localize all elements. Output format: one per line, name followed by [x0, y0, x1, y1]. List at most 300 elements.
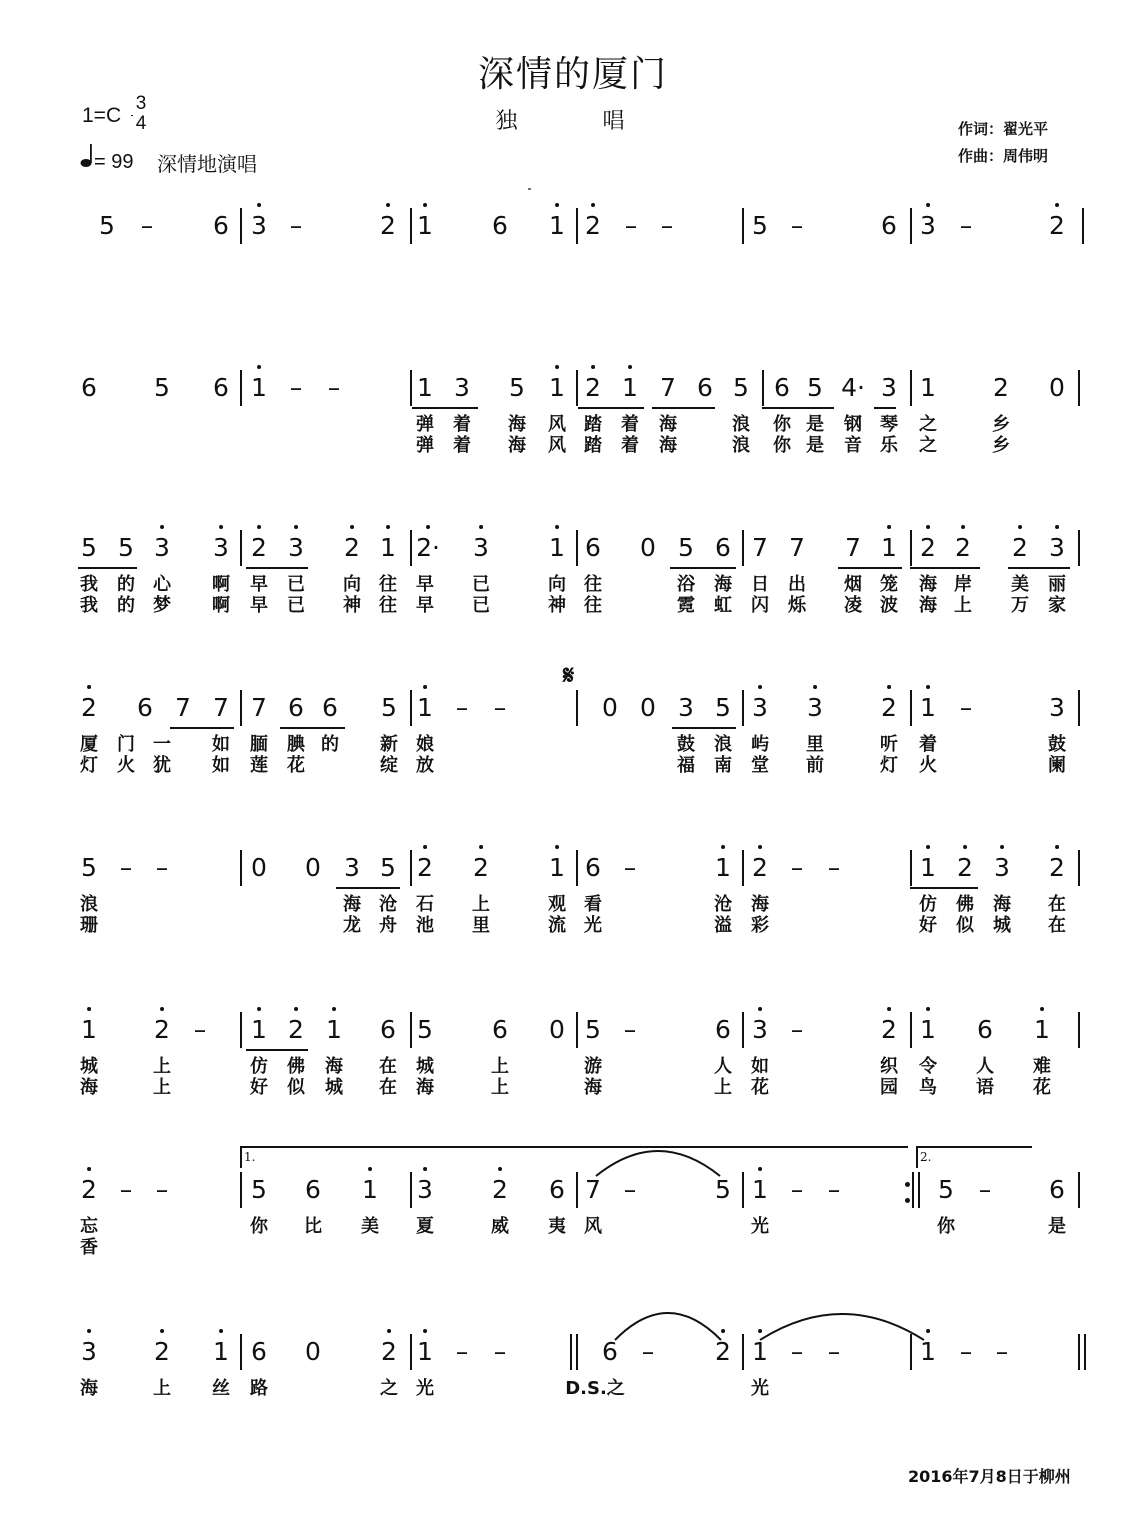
jianpu-note: 5 [417, 1015, 433, 1044]
lyric-verse-1: 你 [250, 1216, 268, 1237]
jianpu-note: 1 [920, 690, 936, 726]
lyric-verse-1: 浴 [677, 574, 695, 595]
lyric-verse-1: 厦 [80, 734, 98, 755]
jianpu-note: 5 [733, 373, 749, 402]
lyric-verse-1: 城 [416, 1056, 434, 1077]
lyric-verse-1: 沧 [714, 894, 732, 915]
jianpu-note: 3 [994, 850, 1010, 886]
lyric-verse-1: 的 [117, 574, 135, 595]
lyric-verse-1: 屿 [751, 734, 769, 755]
lyric-verse-2: 早 [416, 595, 434, 616]
lyric-verse-2: 浪 [732, 435, 750, 456]
jianpu-note: 2 [993, 373, 1009, 402]
lyric-verse-1: 夷 [548, 1216, 566, 1237]
lyric-verse-2: 福 [677, 755, 695, 776]
extension-dash: – [790, 211, 804, 240]
jianpu-note: 1 [251, 370, 267, 406]
extension-dash: – [827, 1175, 841, 1204]
lyric-verse-1: 游 [584, 1056, 602, 1077]
lyric-verse-2: 绽 [380, 755, 398, 776]
jianpu-note: 6 [549, 1175, 565, 1204]
lyric-verse-1: 浪 [714, 734, 732, 755]
jianpu-note: 1 [920, 1012, 936, 1048]
jianpu-note: 5 [715, 693, 731, 722]
jianpu-note: 6 [585, 533, 601, 562]
jianpu-note: 6 [492, 1015, 508, 1044]
jianpu-note: 2 [957, 850, 973, 886]
jianpu-note: 1 [251, 1012, 267, 1048]
jianpu-note: 1 [417, 373, 433, 402]
jianpu-note: 5 [81, 533, 97, 562]
jianpu-note: 6 [213, 373, 229, 402]
jianpu-note: 6 [81, 373, 97, 402]
lyric-verse-2: 似 [956, 915, 974, 936]
jianpu-note: 5 [807, 373, 823, 402]
volta-1-label: 1. [244, 1150, 256, 1164]
time-signature-top: 3 [135, 93, 147, 114]
jianpu-note: 1 [362, 1172, 378, 1208]
extension-dash: – [790, 1175, 804, 1204]
jianpu-note: 1 [752, 1172, 768, 1208]
lyric-verse-1: 威 [491, 1216, 509, 1237]
lyric-verse-2: 凌 [844, 595, 862, 616]
jianpu-note: 5 [715, 1175, 731, 1204]
jianpu-note: 6 [492, 211, 508, 240]
lyric-verse-1: 鼓 [1048, 734, 1066, 755]
lyric-verse-1: 佛 [287, 1056, 305, 1077]
jianpu-note: 3 [881, 373, 897, 402]
lyric-verse-1: 出 [788, 574, 806, 595]
jianpu-note: 5 [118, 533, 134, 562]
lyric-verse-1: 令 [919, 1056, 937, 1077]
lyric-verse-2: 上 [714, 1077, 732, 1098]
jianpu-note: 6 [697, 373, 713, 402]
jianpu-note: 7 [175, 693, 191, 722]
lyric-verse-1: 城 [80, 1056, 98, 1077]
lyric-verse-1: 美 [361, 1216, 379, 1237]
lyric-verse-1: 光 [751, 1216, 769, 1237]
lyric-verse-2: 已 [287, 595, 305, 616]
lyric-verse-1: 岸 [954, 574, 972, 595]
jianpu-note: 1 [920, 1334, 936, 1370]
extension-dash: – [790, 853, 804, 882]
jianpu-note: 2 [955, 530, 971, 566]
jianpu-note: 1 [715, 850, 731, 886]
lyric-verse-2: 风 [548, 435, 566, 456]
lyric-verse-1: 织 [880, 1056, 898, 1077]
lyric-verse-2: 神 [548, 595, 566, 616]
jianpu-note: 5 [585, 1015, 601, 1044]
extension-dash: – [493, 693, 507, 722]
lyric-verse-1: 上 [153, 1056, 171, 1077]
jianpu-note: 1 [549, 530, 565, 566]
lyric-verse-2: 万 [1011, 595, 1029, 616]
jianpu-note: 7 [213, 693, 229, 722]
extension-dash: – [995, 1337, 1009, 1366]
lyric-verse-1: 听 [880, 734, 898, 755]
lyric-verse-1: 之 [380, 1378, 398, 1399]
lyric-verse-2: 海 [659, 435, 677, 456]
tie-6-2 [615, 1313, 721, 1340]
jianpu-note: 1 [920, 850, 936, 886]
extension-dash: – [959, 693, 973, 722]
jianpu-note: 1 [752, 1334, 768, 1370]
jianpu-note: 7 [585, 1175, 601, 1204]
jianpu-note: 2 [752, 850, 768, 886]
lyric-verse-2: 里 [472, 915, 490, 936]
lyric-verse-1: 往 [379, 574, 397, 595]
lyric-verse-1: D.S.之 [565, 1378, 625, 1399]
lyric-verse-1: 沧 [379, 894, 397, 915]
lyric-verse-2: 着 [453, 435, 471, 456]
lyric-verse-2: 虹 [714, 595, 732, 616]
extension-dash: – [790, 1015, 804, 1044]
lyricist-credit: 作词：翟光平 [958, 120, 1049, 138]
lyric-verse-1: 已 [287, 574, 305, 595]
jianpu-note: 3 [1049, 693, 1065, 722]
lyric-verse-2: 乐 [880, 435, 898, 456]
lyric-verse-2: 阑 [1048, 755, 1066, 776]
extension-dash: – [193, 1015, 207, 1044]
jianpu-note: 6 [305, 1175, 321, 1204]
jianpu-note: 6 [137, 693, 153, 722]
extension-dash: – [119, 1175, 133, 1204]
lyric-verse-1: 仿 [250, 1056, 268, 1077]
lyric-verse-2: 南 [714, 755, 732, 776]
jianpu-note: 1 [549, 850, 565, 886]
extension-dash: – [624, 211, 638, 240]
jianpu-note: 2 [920, 530, 936, 566]
lyric-verse-1: 海 [659, 414, 677, 435]
lyric-verse-1: 心 [153, 574, 171, 595]
lyric-verse-2: 堂 [751, 755, 769, 776]
lyric-verse-1: 里 [806, 734, 824, 755]
extension-dash: – [827, 853, 841, 882]
lyric-verse-1: 往 [584, 574, 602, 595]
lyric-verse-2: 鸟 [919, 1077, 937, 1098]
jianpu-note: 2 [344, 530, 360, 566]
jianpu-note: 7 [660, 373, 676, 402]
lyric-verse-2: 城 [325, 1077, 343, 1098]
tempo-value: = 99 [94, 151, 134, 173]
jianpu-note: 1 [213, 1334, 229, 1370]
jianpu-note: 2 [492, 1172, 508, 1208]
jianpu-note: 2 [154, 1012, 170, 1048]
lyric-verse-2: 弹 [416, 435, 434, 456]
jianpu-note: 6 [602, 1337, 618, 1366]
lyric-verse-1: 比 [304, 1216, 322, 1237]
jianpu-note: 5 [251, 1175, 267, 1204]
lyric-verse-2: 语 [976, 1077, 994, 1098]
extension-dash: – [455, 1337, 469, 1366]
jianpu-note: 1 [380, 530, 396, 566]
lyric-verse-2: 波 [880, 595, 898, 616]
lyric-verse-2: 家 [1048, 595, 1066, 616]
lyric-verse-1: 着 [453, 414, 471, 435]
lyric-verse-2: 灯 [880, 755, 898, 776]
lyric-verse-1: 夏 [416, 1216, 434, 1237]
lyric-verse-1: 已 [472, 574, 490, 595]
extension-dash: – [827, 1337, 841, 1366]
jianpu-note: 1 [920, 373, 936, 402]
lyric-verse-2: 如 [212, 755, 230, 776]
jianpu-note: 2 [881, 1012, 897, 1048]
jianpu-note: 0 [640, 693, 656, 722]
lyric-verse-2: 在 [379, 1077, 397, 1098]
composer-credit: 作曲：周伟明 [958, 147, 1049, 165]
jianpu-note: 2 [251, 530, 267, 566]
lyric-verse-1: 早 [250, 574, 268, 595]
lyric-verse-2: 舟 [379, 915, 397, 936]
lyric-verse-1: 光 [416, 1378, 434, 1399]
jianpu-note: 3 [752, 1012, 768, 1048]
jianpu-note: 3 [288, 530, 304, 566]
lyric-verse-1: 海 [993, 894, 1011, 915]
segno-icon: 𝄋 [563, 660, 575, 690]
jianpu-note: 2 [81, 1172, 97, 1208]
jianpu-note: 1 [81, 1012, 97, 1048]
lyric-verse-1: 上 [472, 894, 490, 915]
lyric-verse-1: 你 [773, 414, 791, 435]
jianpu-note: 1 [417, 690, 433, 726]
extension-dash: – [623, 853, 637, 882]
lyric-verse-2: 溢 [714, 915, 732, 936]
lyric-verse-1: 一 [153, 734, 171, 755]
jianpu-note: 3 [807, 690, 823, 726]
jianpu-note: 5 [99, 211, 115, 240]
jianpu-note: 2 [473, 850, 489, 886]
jianpu-note: 5 [380, 853, 396, 882]
lyric-verse-2: 放 [416, 755, 434, 776]
lyric-verse-2: 梦 [153, 595, 171, 616]
lyric-verse-2: 海 [416, 1077, 434, 1098]
lyric-verse-2: 好 [919, 915, 937, 936]
jianpu-note: 0 [305, 853, 321, 882]
lyric-verse-2: 霓 [677, 595, 695, 616]
extension-dash: – [660, 211, 674, 240]
lyric-verse-1: 新 [380, 734, 398, 755]
lyric-verse-2: 闪 [751, 595, 769, 616]
lyric-verse-1: 海 [919, 574, 937, 595]
jianpu-note: 6 [715, 533, 731, 562]
lyric-verse-1: 踏 [584, 414, 602, 435]
lyric-verse-2: 火 [919, 755, 937, 776]
jianpu-note: 3 [752, 690, 768, 726]
jianpu-note: 0 [305, 1337, 321, 1366]
lyric-verse-2: 神 [343, 595, 361, 616]
lyric-verse-1: 腼 [250, 734, 268, 755]
lyric-verse-1: 的 [321, 734, 339, 755]
lyric-verse-2: 啊 [212, 595, 230, 616]
lyric-verse-1: 海 [80, 1378, 98, 1399]
jianpu-note: 6 [1049, 1175, 1065, 1204]
lyric-verse-1: 忘 [80, 1216, 98, 1237]
jianpu-note: 1 [622, 370, 638, 406]
lyric-verse-1: 美 [1011, 574, 1029, 595]
extension-dash: – [327, 373, 341, 402]
extension-dash: – [140, 211, 154, 240]
jianpu-note: 5 [752, 211, 768, 240]
lyric-verse-2: 着 [621, 435, 639, 456]
extension-dash: – [641, 1337, 655, 1366]
lyric-verse-1: 钢 [844, 414, 862, 435]
jianpu-note: 2 [1049, 208, 1065, 244]
jianpu-note: 3 [473, 530, 489, 566]
lyric-verse-1: 人 [976, 1056, 994, 1077]
tie-7-5 [596, 1151, 720, 1176]
lyric-verse-1: 石 [416, 894, 434, 915]
jianpu-note: 1 [1034, 1012, 1050, 1048]
lyric-verse-2: 海 [919, 595, 937, 616]
lyric-verse-2: 在 [1048, 915, 1066, 936]
lyric-verse-2: 之 [919, 435, 937, 456]
lyric-verse-2: 往 [379, 595, 397, 616]
lyric-verse-2: 流 [548, 915, 566, 936]
lyric-verse-1: 是 [806, 414, 824, 435]
lyric-verse-1: 海 [714, 574, 732, 595]
lyric-verse-2: 火 [117, 755, 135, 776]
lyric-verse-1: 如 [212, 734, 230, 755]
lyric-verse-1: 佛 [956, 894, 974, 915]
expression-marking: 深情地演唱 [157, 152, 257, 176]
lyric-verse-1: 烟 [844, 574, 862, 595]
lyric-verse-1: 在 [1048, 894, 1066, 915]
jianpu-note: 3 [81, 1334, 97, 1370]
jianpu-note: 3 [213, 530, 229, 566]
jianpu-note: 5 [381, 693, 397, 722]
jianpu-note: 2 [154, 1334, 170, 1370]
lyric-verse-1: 着 [621, 414, 639, 435]
extension-dash: – [119, 853, 133, 882]
song-title: 深情的厦门 [477, 54, 668, 95]
extension-dash: – [289, 211, 303, 240]
extension-dash: – [623, 1015, 637, 1044]
lyric-verse-1: 如 [751, 1056, 769, 1077]
lyric-verse-2: 园 [880, 1077, 898, 1098]
extension-dash: – [959, 1337, 973, 1366]
jianpu-note: 7 [845, 533, 861, 562]
lyric-verse-2: 乡 [992, 435, 1010, 456]
lyric-verse-1: 娘 [416, 734, 434, 755]
lyric-verse-2: 城 [993, 915, 1011, 936]
lyric-verse-1: 琴 [880, 414, 898, 435]
jianpu-note: 2 [380, 208, 396, 244]
composition-date: 2016年7月8日于柳州 [908, 1467, 1071, 1486]
jianpu-note: 6 [322, 693, 338, 722]
extension-dash: – [155, 1175, 169, 1204]
lyric-verse-1: 上 [153, 1378, 171, 1399]
lyric-verse-1: 日 [751, 574, 769, 595]
jianpu-note: 2 [288, 1012, 304, 1048]
jianpu-note: 2 [417, 850, 433, 886]
jianpu-note: 2 [585, 370, 601, 406]
jianpu-note: 6 [380, 1015, 396, 1044]
jianpu-note: 0 [640, 533, 656, 562]
jianpu-note: 3 [678, 693, 694, 722]
extension-dash: – [623, 1175, 637, 1204]
lyric-verse-1: 弹 [416, 414, 434, 435]
lyric-verse-1: 风 [548, 414, 566, 435]
jianpu-note: 0 [549, 1015, 565, 1044]
lyric-verse-2: 海 [80, 1077, 98, 1098]
extension-dash: – [790, 1337, 804, 1366]
lyric-verse-1: 是 [1048, 1216, 1066, 1237]
lyric-verse-2: 香 [80, 1237, 98, 1258]
jianpu-note: 3 [417, 1172, 433, 1208]
jianpu-note: 5 [938, 1175, 954, 1204]
key-signature: 1=C [82, 104, 122, 127]
lyric-verse-2: 彩 [751, 915, 769, 936]
lyric-verse-1: 光 [751, 1378, 769, 1399]
jianpu-note: 1 [417, 1334, 433, 1370]
lyric-verse-1: 路 [250, 1378, 268, 1399]
jianpu-note: 1 [417, 208, 433, 244]
extension-dash: – [959, 211, 973, 240]
tie-1-1 [760, 1314, 924, 1340]
lyric-verse-2: 池 [416, 915, 434, 936]
performance-type: 独 唱 [495, 109, 651, 134]
jianpu-note: 2 [1049, 850, 1065, 886]
lyric-verse-1: 难 [1033, 1056, 1051, 1077]
lyric-verse-2: 早 [250, 595, 268, 616]
jianpu-note: 1 [549, 208, 565, 244]
jianpu-note: 1 [881, 530, 897, 566]
lyric-verse-2: 音 [844, 435, 862, 456]
lyric-verse-1: 我 [80, 574, 98, 595]
jianpu-note: 3 [920, 208, 936, 244]
jianpu-note: 6 [977, 1015, 993, 1044]
jianpu-note: 5 [81, 853, 97, 882]
lyric-verse-1: 海 [508, 414, 526, 435]
lyric-verse-2: 往 [584, 595, 602, 616]
jianpu-note: 0 [1049, 373, 1065, 402]
lyric-verse-1: 海 [325, 1056, 343, 1077]
lyric-verse-1: 鼓 [677, 734, 695, 755]
jianpu-note: 5 [509, 373, 525, 402]
extension-dash: – [155, 853, 169, 882]
lyric-verse-2: 上 [153, 1077, 171, 1098]
jianpu-note: 4· [841, 373, 865, 402]
extension-dash: – [289, 373, 303, 402]
lyric-verse-2: 你 [773, 435, 791, 456]
lyric-verse-1: 向 [343, 574, 361, 595]
lyric-verse-2: 已 [472, 595, 490, 616]
jianpu-note: 1 [549, 370, 565, 406]
lyric-verse-1: 丝 [212, 1378, 230, 1399]
jianpu-note: 3 [344, 853, 360, 882]
jianpu-note: 7 [752, 533, 768, 562]
lyric-verse-1: 丽 [1048, 574, 1066, 595]
lyric-verse-2: 上 [491, 1077, 509, 1098]
lyric-verse-2: 海 [584, 1077, 602, 1098]
lyric-verse-1: 仿 [919, 894, 937, 915]
lyric-verse-2: 莲 [250, 755, 268, 776]
jianpu-note: 6 [288, 693, 304, 722]
jianpu-note: 3 [1049, 530, 1065, 566]
lyric-verse-1: 上 [491, 1056, 509, 1077]
lyric-verse-2: 龙 [343, 915, 361, 936]
lyric-verse-1: 在 [379, 1056, 397, 1077]
jianpu-note: 6 [213, 211, 229, 240]
lyric-verse-1: 腆 [287, 734, 305, 755]
lyric-verse-1: 人 [714, 1056, 732, 1077]
lyric-verse-2: 犹 [153, 755, 171, 776]
lyric-verse-1: 海 [751, 894, 769, 915]
lyric-verse-1: 浪 [732, 414, 750, 435]
lyric-verse-2: 好 [250, 1077, 268, 1098]
jianpu-note: 1 [326, 1012, 342, 1048]
jianpu-note: 0 [602, 693, 618, 722]
